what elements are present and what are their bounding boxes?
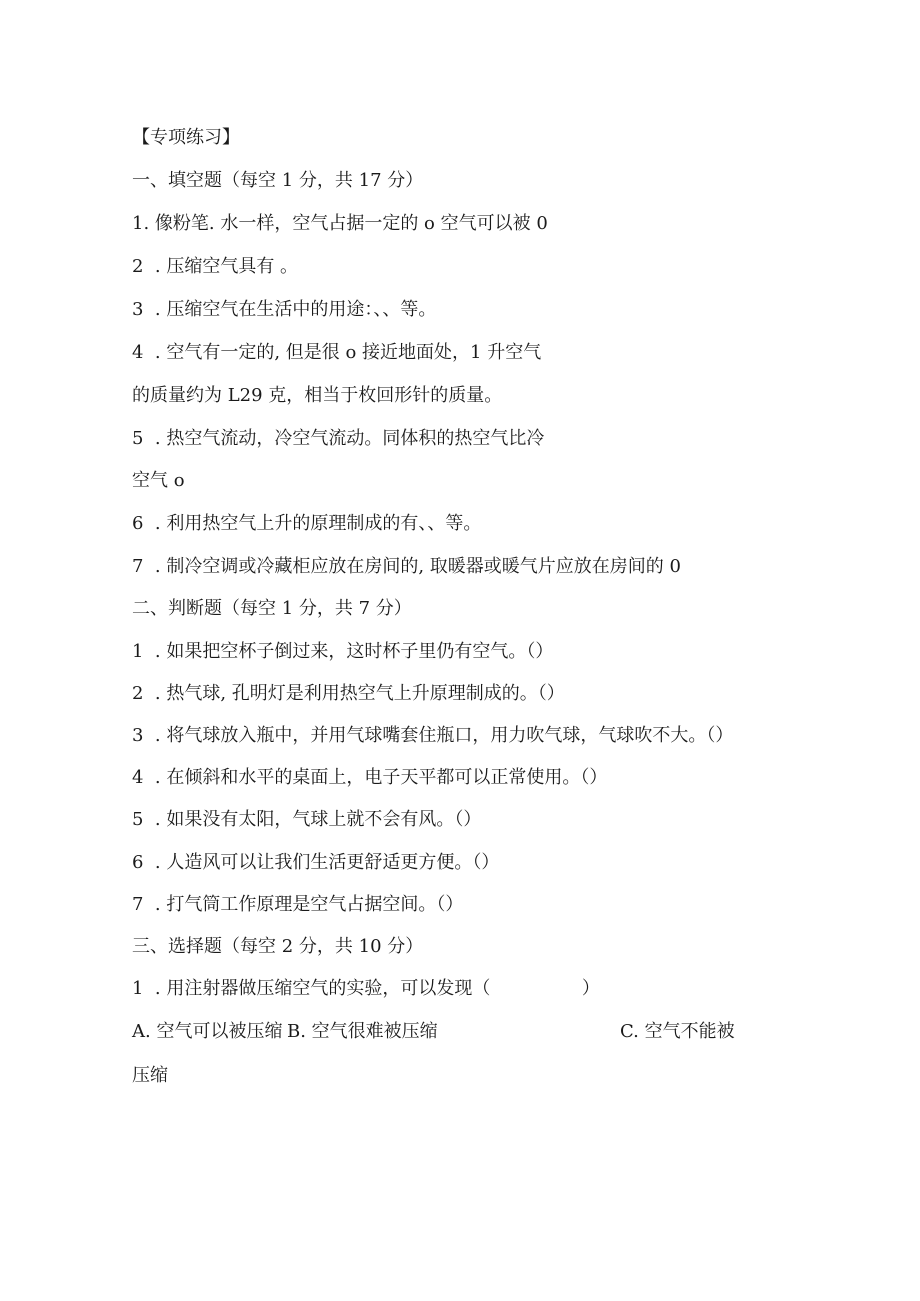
- question-line-continued: 的质量约为 L29 克，相当于枚回形针的质量。: [132, 385, 503, 406]
- option-c: C. 空气不能被: [620, 1021, 735, 1042]
- question-line: 4 . 空气有一定的, 但是很 o 接近地面处，1 升空气: [132, 342, 542, 363]
- option-a: A. 空气可以被压缩: [132, 1021, 283, 1042]
- question-line: 2 . 压缩空气具有 。: [132, 256, 299, 277]
- question-line-continued: 空气 o: [132, 470, 185, 491]
- question-line: 6 . 利用热空气上升的原理制成的有、、等。: [132, 513, 482, 534]
- question-line: 7 . 打气筒工作原理是空气占据空间。（）: [132, 894, 464, 915]
- question-line: 4 . 在倾斜和水平的桌面上，电子天平都可以正常使用。（）: [132, 767, 608, 788]
- question-line: 1. 像粉笔. 水一样，空气占据一定的 o 空气可以被 0: [132, 213, 548, 234]
- question-line: 3 . 将气球放入瓶中，并用气球嘴套住瓶口，用力吹气球，气球吹不大。（）: [132, 725, 734, 746]
- section1-title: 一、填空题（每空 1 分，共 17 分）: [132, 170, 424, 191]
- option-b: B. 空气很难被压缩: [287, 1021, 438, 1042]
- section3-title: 三、选择题（每空 2 分，共 10 分）: [132, 936, 424, 957]
- option-c-continued: 压缩: [132, 1065, 168, 1086]
- question-line: 6 . 人造风可以让我们生活更舒适更方便。（）: [132, 852, 500, 873]
- question-line: 2 . 热气球, 孔明灯是利用热空气上升原理制成的。（）: [132, 683, 565, 704]
- question-line: 1 . 用注射器做压缩空气的实验，可以发现（ ）: [132, 978, 600, 999]
- page-heading: 【专项练习】: [132, 127, 240, 148]
- question-line: 5 . 如果没有太阳，气球上就不会有风。（）: [132, 809, 482, 830]
- question-line: 1 . 如果把空杯子倒过来，这时杯子里仍有空气。（）: [132, 641, 554, 662]
- question-line: 7 . 制冷空调或冷藏柜应放在房间的, 取暖器或暖气片应放在房间的 0: [132, 556, 681, 577]
- section2-title: 二、判断题（每空 1 分，共 7 分）: [132, 598, 412, 619]
- question-line: 3 . 压缩空气在生活中的用途：、、等。: [132, 299, 437, 320]
- question-line: 5 . 热空气流动，冷空气流动。同体积的热空气比冷: [132, 428, 545, 449]
